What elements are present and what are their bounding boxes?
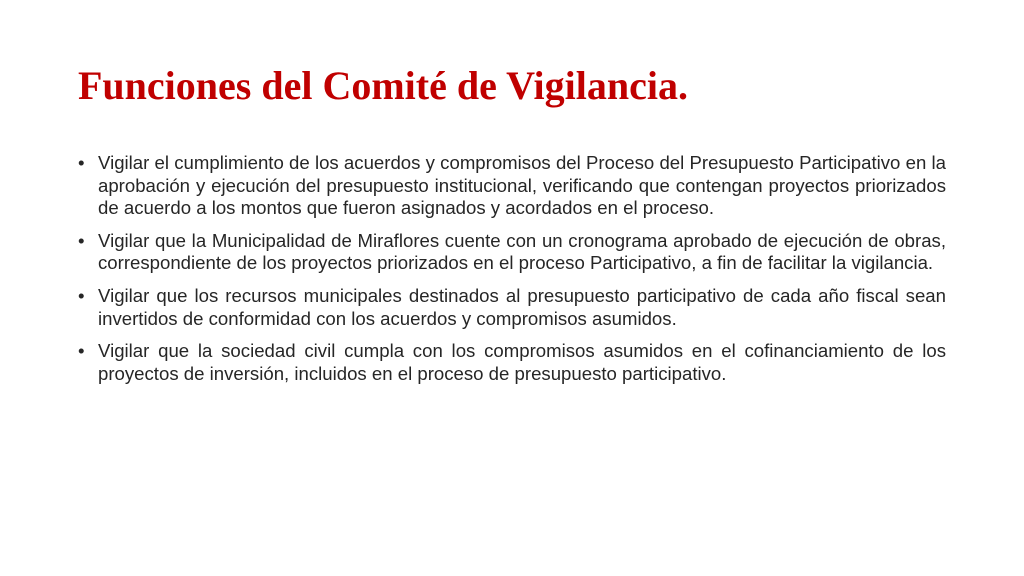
bullet-icon: • <box>78 340 85 362</box>
bullet-icon: • <box>78 229 85 251</box>
bullet-text: Vigilar que la sociedad civil cumpla con los compromisos asumidos en el cofinanciamiento de los proyectos de inversión, incluidos en el proceso de presupuesto participativo. <box>98 340 946 384</box>
bullet-item <box>78 340 946 385</box>
bullet-item <box>78 230 946 275</box>
bullet-item <box>78 152 946 220</box>
bullet-item <box>78 285 946 330</box>
bullet-icon: • <box>78 152 85 173</box>
bullet-text: Vigilar que los recursos municipales destinados al presupuesto participativo de cada año fiscal sean invertidos de conformidad con los acuerdos y compromisos asumidos. <box>98 284 946 329</box>
bullet-icon: • <box>78 284 85 306</box>
bullet-text: Vigilar que la Municipalidad de Miraflores cuente con un cronograma aprobado de ejecución de obras, correspondiente de los proyectos priorizados en el proceso Participativo, a fin de facilitar la vigilancia. <box>98 229 946 274</box>
bullet-text: Vigilar el cumplimiento de los acuerdos y compromisos del Proceso del Presupuesto Participativo en la aprobación y ejecución del presupuesto institucional, verificando que contengan proyectos priorizados de acuerdo a los montos que fueron asignados y acordados en el proceso. <box>98 152 946 219</box>
bullet-list <box>78 152 946 395</box>
slide-title: Funciones del Comité de Vigilancia. <box>78 63 688 108</box>
